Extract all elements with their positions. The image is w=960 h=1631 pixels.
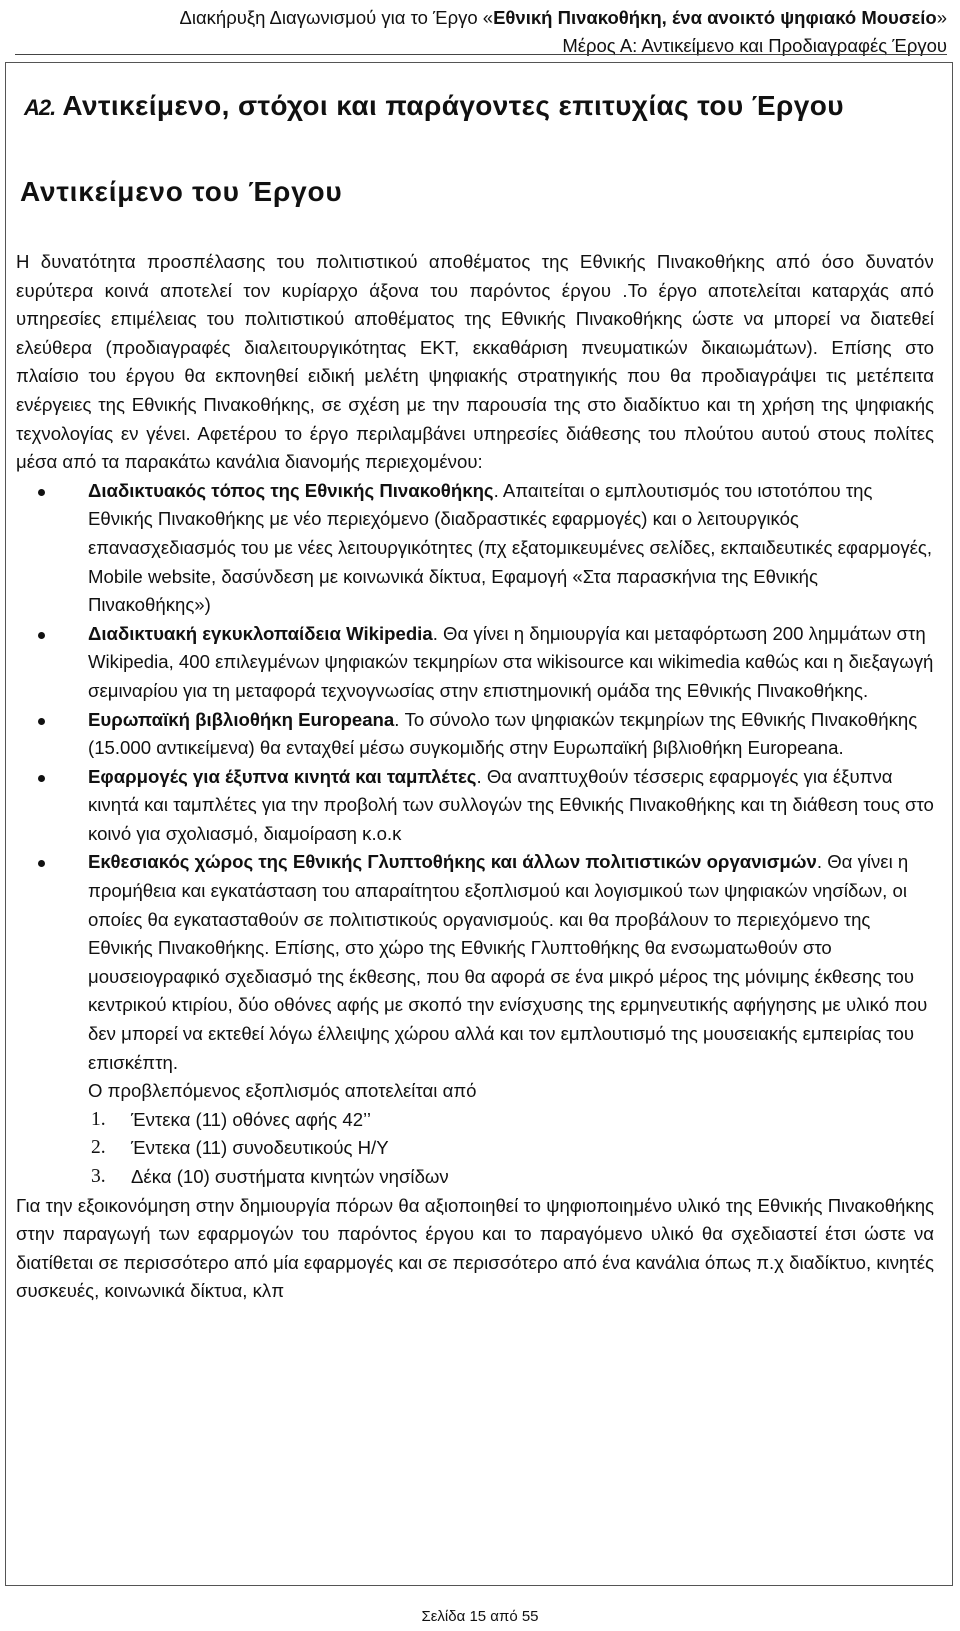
channel-title: Εφαρμογές για έξυπνα κινητά και ταμπλέτες <box>88 765 477 787</box>
section-number: Α2. <box>24 95 56 120</box>
page-header <box>7 4 947 60</box>
header-suffix: » <box>936 7 947 28</box>
bullet-icon <box>38 860 45 867</box>
intro-paragraph <box>16 248 934 477</box>
channel-text: . Θα γίνει η προμήθεια και εγκατάσταση του απαραίτητου εξοπλισμού και λογισμικού των ψηφιακών νησίδων, οι οποίες θα εγκατασταθούν σε πολιτιστικούς οργανισμούς. και θα προβάλουν το περιεχόμενο της Εθνικής Πινακοθήκης. Επίσης, στο χώρο της Εθνικής Γλυπτοθήκης θα ενσωματωθούν στο μουσειογραφικό σχεδιασμό της έκθεσης, που θα αφορά σε ένα μικρό μέρος της μόνιμης έκθεσης του κεντρικού κτιρίου, δύο οθόνες αφής με σκοπό την ενίσχυσης της ερμηνευτικής αφήγησης με υλικό που δεν μπορεί να εκτεθεί λόγω έλλειψης χώρου αλλά και τον εμπλουτισμό της μουσειακής εμπειρίας του επισκέπτη. <box>88 851 928 1073</box>
header-line-2: Μέρος Α: Αντικείμενο και Προδιαγραφές Έργου <box>562 35 947 56</box>
header-rule <box>15 54 947 55</box>
channel-title: Διαδικτυακή εγκυκλοπαίδεια Wikipedia <box>88 622 433 644</box>
list-item <box>91 1134 934 1163</box>
item-text: Έντεκα (11) συνοδευτικούς Η/Υ <box>131 1137 389 1159</box>
list-item <box>88 706 934 763</box>
bullet-icon <box>38 775 45 782</box>
channel-text: . Θα γίνει η δημιουργία και μεταφόρτωση 200 λημμάτων στη Wikipedia, 400 επιλεγμένων ψηφιακών τεκμηρίων στα wikisource και wikimedia καθώς και η διεξαγωγή σεμιναρίου για τη μεταφορά τεχνογνωσίας στην επιστημονική ομάδα της Εθνικής Πινακοθήκης. <box>88 622 934 701</box>
item-number: 1. <box>91 1108 106 1130</box>
channel-text: . Απαιτείται ο εμπλουτισμός του ιστοτόπου της Εθνικής Πινακοθήκης με νέο περιεχόμενο (διαδραστικές εφαρμογές) και ο λειτουργικός επανασχεδιασμός του με νέες λειτουργικότητες (πχ εξατομικευμένες σελίδες, εκπαιδευτικές εφαρμογές, Mobile website, δασύνδεση με κοινωνικά δίκτυα, Εφαμογή «Στα παρασκήνια της Εθνικής Πινακοθήκης») <box>88 479 933 616</box>
list-item <box>88 763 934 849</box>
bullet-icon <box>38 489 45 496</box>
header-prefix: Διακήρυξη Διαγωνισμού για το Έργο « <box>179 7 494 28</box>
item-text: Έντεκα (11) οθόνες αφής 42’’ <box>131 1108 371 1130</box>
header-project-name: Εθνική Πινακοθήκη, ένα ανοικτό ψηφιακό Μουσείο <box>493 7 937 28</box>
channel-title: Εκθεσιακός χώρος της Εθνικής Γλυπτοθήκης και άλλων πολιτιστικών οργανισμών <box>88 851 817 873</box>
item-number: 2. <box>91 1137 106 1159</box>
header-line-1 <box>7 4 947 32</box>
section-title: Αντικείμενο, στόχοι και παράγοντες επιτυχίας του Έργου <box>62 90 844 121</box>
channels-list <box>16 477 934 1106</box>
intro-part-b: Το έργο αποτελείται καταρχάς από υπηρεσίες επιμέλειας του πολιτιστικού αποθέματος της Εθνικής Πινακοθήκης ώστε να μπορεί να διατεθεί ελεύθερα (προδιαγραφές διαλειτουργικότητας ΕΚΤ, εκκαθάριση πνευματικών δικαιωμάτων). Επίσης στο πλαίσιο του έργου θα εκπονηθεί ειδική μελέτη ψηφιακής στρατηγικής που θα προδιαγράψει τις μετέπειτα ενέργειες της Εθνικής Πινακοθήκης, σε σχέση με την παρουσία της στο διαδίκτυο και τη χρήση της ψηφιακής τεχνολογίας εν γένει. Αφετέρου το έργο περιλαμβάνει υπηρεσίες διάθεσης του πλούτου αυτού στους πολίτες μέσα από τα παρακάτω κανάλια διανομής περιεχομένου: <box>16 279 934 473</box>
item-number: 3. <box>91 1166 106 1187</box>
bullet-icon <box>38 718 45 725</box>
equipment-list <box>16 1106 934 1192</box>
channel-title: Διαδικτυακός τόπος της Εθνικής Πινακοθήκης <box>88 479 494 501</box>
bullet-icon <box>38 632 45 639</box>
intro-part-a: Η δυνατότητα προσπέλασης του πολιτιστικού αποθέματος της Εθνικής Πινακοθήκης από όσο δυνατόν ευρύτερα κοινά αποτελεί τον κυρίαρχο άξονα του παρόντος έργου . <box>16 251 934 301</box>
section-heading <box>24 90 844 122</box>
subsection-heading: Αντικείμενο του Έργου <box>20 176 343 207</box>
channel-text: . Θα αναπτυχθούν τέσσερις εφαρμογές για έξυπνα κινητά και ταμπλέτες για την προβολή των συλλογών της Εθνικής Πινακοθήκης και τη διάθεση τους στο κοινό για σχολιασμό, διαμοίραση κ.ο.κ <box>88 765 934 844</box>
page-number: Σελίδα 15 από 55 <box>421 1608 539 1625</box>
channel-text: . Το σύνολο των ψηφιακών τεκμηρίων της Εθνικής Πινακοθήκης (15.000 αντικείμενα) θα ενταχθεί μέσω συγκομιδής στην Ευρωπαϊκή βιβλιοθήκη Europeana. <box>88 708 918 759</box>
channel-title: Ευρωπαϊκή βιβλιοθήκη Europeana <box>88 708 395 730</box>
list-item <box>91 1163 934 1192</box>
body-text <box>16 248 934 1306</box>
list-item <box>88 848 934 1105</box>
list-item <box>88 620 934 706</box>
list-item <box>91 1106 934 1135</box>
equipment-intro: Ο προβλεπόμενος εξοπλισμός αποτελείται από <box>88 1080 477 1102</box>
item-text: Δέκα (10) συστήματα κινητών νησίδων <box>131 1166 449 1187</box>
closing-paragraph: Για την εξοικονόμηση στην δημιουργία πόρων θα αξιοποιηθεί το ψηφιοποιημένο υλικό της Εθνικής Πινακοθήκης στην παραγωγή των εφαρμογών του παρόντος έργου και το παραγόμενο υλικό θα σχεδιαστεί έτσι ώστε να διατίθεται σε περισσότερο από μία εφαρμογές και σε περισσότερο από ένα κανάλια όπως π.χ διαδίκτυο, κινητές συσκευές, κοινωνικά δίκτυα, κλπ <box>16 1194 934 1302</box>
list-item <box>88 477 934 620</box>
